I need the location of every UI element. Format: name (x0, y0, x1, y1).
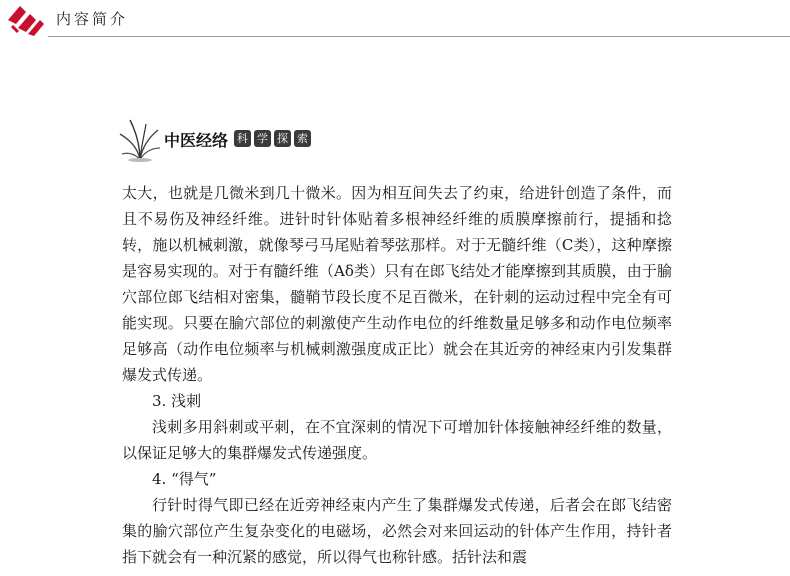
publisher-logo-icon (4, 2, 48, 38)
seal-char: 学 (254, 130, 271, 147)
book-series-title: 中医经络 (164, 131, 229, 150)
header-divider (48, 36, 790, 37)
top-header-bar (0, 0, 790, 38)
body-paragraph: 行针时得气即已经在近旁神经束内产生了集群爆发式传递，后者会在郎飞结密集的腧穴部位产生复杂变化的电磁场，必然会对来回运动的针体产生作用，持针者指下就会有一种沉紧的感觉，所以得气也称针感。括针法和震 (122, 496, 672, 566)
section-title: 内容简介 (56, 10, 129, 28)
grass-icon (118, 118, 162, 162)
seal-char: 科 (234, 130, 251, 147)
seal-char: 索 (294, 130, 311, 147)
body-paragraph: 浅刺多用斜刺或平刺，在不宜深刺的情况下可增加针体接触神经纤维的数量，以保证足够大的集群爆发式传递强度。 (122, 418, 672, 462)
section-heading: 4. “得气” (152, 470, 217, 488)
article-body (122, 180, 672, 570)
section-heading: 3. 浅刺 (152, 392, 202, 410)
body-paragraph: 太大，也就是几微米到几十微米。因为相互间失去了约束，给进针创造了条件，而且不易伤及神经纤维。进针时针体贴着多根神经纤维的质膜摩擦前行，提插和捻转，施以机械刺激，就像琴弓马尾贴着琴弦那样。对于无髓纤维（C类），这种摩擦是容易实现的。对于有髓纤维（Aδ类）只有在郎飞结处才能摩擦到其质膜，由于腧穴部位郎飞结相对密集，髓鞘节段长度不足百微米，在针刺的运动过程中完全有可能实现。只要在腧穴部位的刺激使产生动作电位的纤维数量足够多和动作电位频率足够高（动作电位频率与机械刺激强度成正比）就会在其近旁的神经束内引发集群爆发式传递。 (122, 184, 672, 384)
seal-char: 探 (274, 130, 291, 147)
series-seal-group (234, 130, 311, 147)
book-series-header (118, 118, 418, 162)
